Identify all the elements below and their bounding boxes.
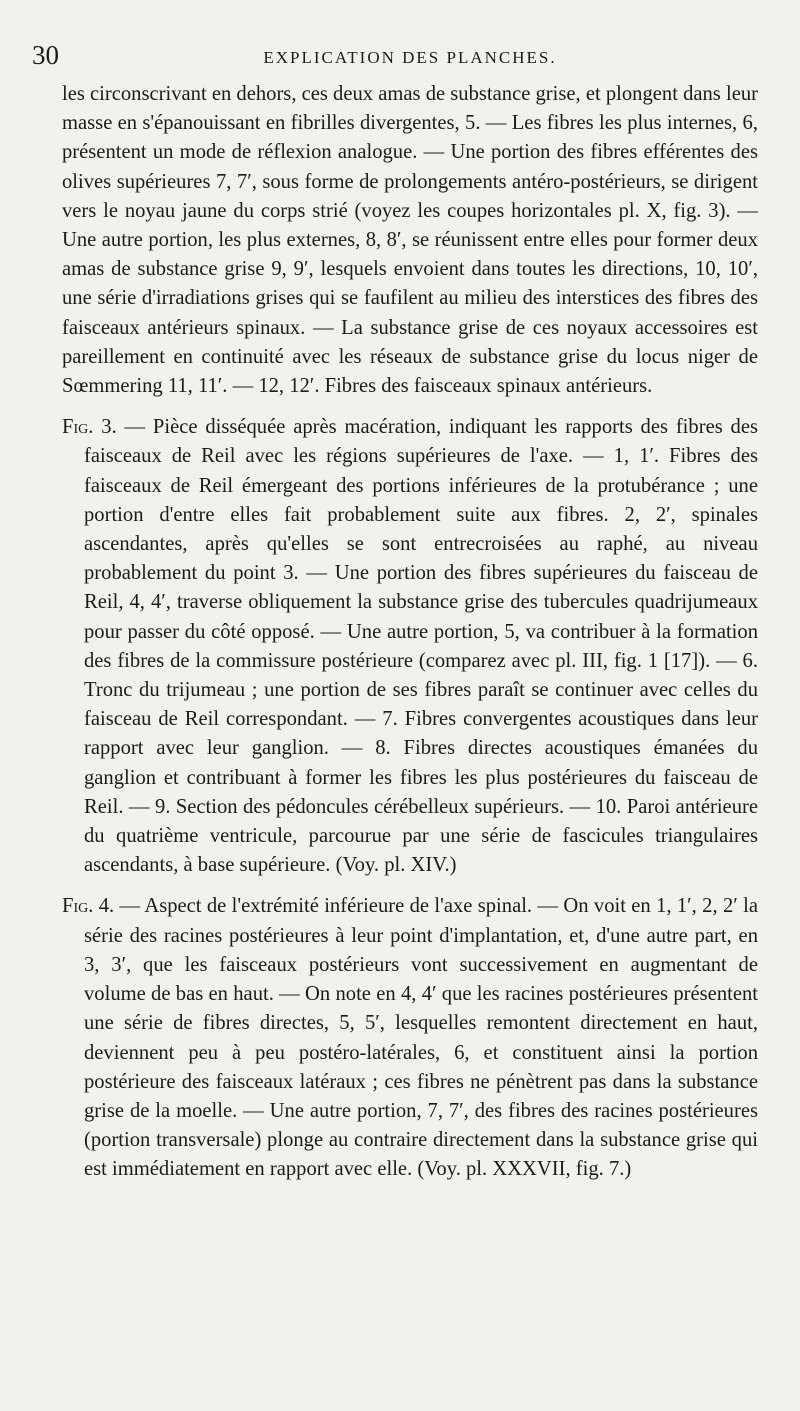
figure-4-caption: [62, 892, 758, 1184]
page-number: 30: [32, 40, 59, 70]
paragraph-text: les circonscrivant en dehors, ces deux amas de substance grise, et plongent dans leur masse en s'épanouissant en fibrilles divergentes, 5. — Les fibres les plus internes, 6, présentent un mode de réflexion analogue. — Une portion des fibres efférentes des olives supérieures 7, 7′, sous forme de prolongements antéro-postérieurs, se dirigent vers le noyau jaune du corps strié (voyez les coupes horizontales pl. X, fig. 3). — Une autre portion, les plus externes, 8, 8′, se réunissent entre elles pour former deux amas de substance grise 9, 9′, lesquels envoient dans toutes les directions, 10, 10′, une série d'irradiations grises qui se faufilent au milieu des interstices des fibres des faisceaux antérieurs spinaux. — La substance grise de ces noyaux accessoires est pareillement en continuité avec les réseaux de substance grise du locus niger de Sœmmering 11, 11′. — 12, 12′. Fibres des faisceaux spinaux antérieurs.: [62, 83, 758, 398]
page-header: [32, 36, 758, 80]
figure-3-text: — Pièce disséquée après macération, indiquant les rapports des fibres des faisceaux de Reil avec les régions supérieures de l'axe. — 1, 1′. Fibres des faisceaux de Reil émergeant des portions inférieures de la protubérance ; une portion d'entre elles fait probablement suite aux fibres. 2, 2′, spinales ascendantes, après qu'elles se sont entrecroisées au raphé, au niveau probablement du point 3. — Une portion des fibres supérieures du faisceau de Reil, 4, 4′, traverse obliquement la substance grise des tubercules quadrijumeaux pour passer du côté opposé. — Une autre portion, 5, va contribuer à la formation des fibres de la commissure postérieure (comparez avec pl. III, fig. 1 [17]). — 6. Tronc du trijumeau ; une portion de ses fibres paraît se continuer avec celles du faisceau de Reil correspondant. — 7. Fibres convergentes acoustiques dans leur rapport avec leur ganglion. — 8. Fibres directes acoustiques émanées du ganglion et contribuant à former les fibres les plus postérieures du faisceau de Reil. — 9. Section des pédoncules cérébelleux supérieurs. — 10. Paroi antérieure du quatrième ventricule, parcourue par une série de fascicules triangulaires ascendants, à base supérieure. (Voy. pl. XIV.): [84, 416, 758, 877]
continuation-paragraph: [62, 80, 758, 401]
figure-4-label: Fig. 4.: [62, 895, 115, 918]
figure-3-label: Fig. 3.: [62, 416, 117, 439]
figure-4-paragraph: [62, 892, 758, 1184]
figure-3-paragraph: [62, 413, 758, 880]
figure-4-text: — Aspect de l'extrémité inférieure de l'axe spinal. — On voit en 1, 1′, 2, 2′ la série des racines postérieures à leur point d'implantation, et, d'une autre part, en 3, 3′, que les faisceaux postérieurs vont successivement en augmentant de volume de bas en haut. — On note en 4, 4′ que les racines postérieures présentent une série de fibres directes, 5, 5′, lesquelles remontent directement en haut, deviennent peu à peu postéro-latérales, 6, et constituent ainsi la portion postérieure des faisceaux latéraux ; ces fibres ne pénètrent pas dans la substance grise de la moelle. — Une autre portion, 7, 7′, des fibres des racines postérieures (portion transversale) plonge au contraire directement dans la substance grise qui est immédiatement en rapport avec elle. (Voy. pl. XXXVII, fig. 7.): [84, 895, 758, 1181]
running-title: EXPLICATION DES PLANCHES.: [263, 48, 557, 67]
figure-3-caption: [62, 413, 758, 880]
